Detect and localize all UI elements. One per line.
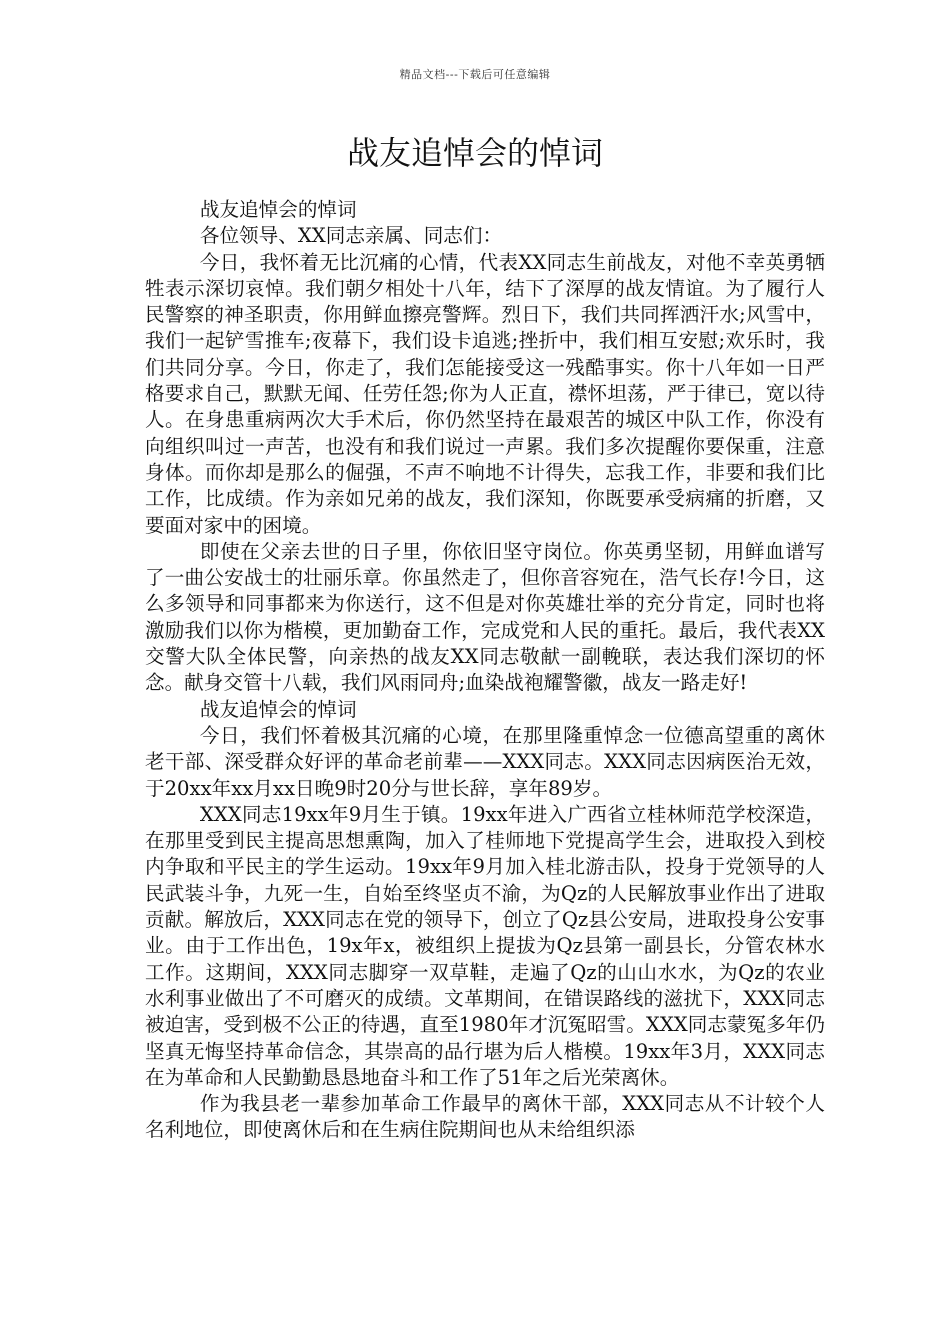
paragraph: 即使在父亲去世的日子里，你依旧坚守岗位。你英勇坚韧，用鲜血谱写了一曲公安战士的壮丽乐章。你虽然走了，但你音容宛在，浩气长存!今日，这么多领导和同事都来为你送行，这不但是对你英雄壮举的充分肯定，同时也将激励我们以你为楷模，更加勤奋工作，完成党和人民的重托。最后，我代表XX交警大队全体民警，向亲热的战友XX同志敬献一副輓联，表达我们深切的怀念。献身交管十八载，我们风雨同舟;血染战袍耀警徽，战友一路走好! (145, 539, 825, 695)
paragraph: 今日，我们怀着极其沉痛的心境，在那里隆重悼念一位德高望重的离休老干部、深受群众好评的革命老前辈——XXX同志。XXX同志因病医治无效，于20xx年xx月xx日晚9时20分与世长辞，享年89岁。 (145, 723, 825, 800)
paragraph: XXX同志19xx年9月生于镇。19xx年进入广西省立桂林师范学校深造，在那里受到民主提高思想熏陶，加入了桂师地下党提高学生会，进取投入到校内争取和平民主的学生运动。19xx年9月加入桂北游击队，投身于党领导的人民武装斗争，九死一生，自始至终坚贞不渝，为Qz的人民解放事业作出了进取贡献。解放后，XXX同志在党的领导下，创立了Qz县公安局，进取投身公安事业。由于工作出色，19x年x，被组织上提拔为Qz县第一副县长，分管农林水工作。这期间，XXX同志脚穿一双草鞋，走遍了Qz的山山水水，为Qz的农业水利事业做出了不可磨灭的成绩。文革期间，在错误路线的滋扰下，XXX同志被迫害，受到极不公正的待遇，直至1980年才沉冤昭雪。XXX同志蒙冤多年仍坚真无悔坚持革命信念，其崇高的品行堪为后人楷模。19xx年3月，XXX同志在为革命和人民勤勤恳恳地奋斗和工作了51年之后光荣离休。 (145, 802, 825, 1089)
paragraph-subtitle: 战友追悼会的悼词 (199, 697, 357, 721)
paragraph-subtitle: 战友追悼会的悼词 (199, 198, 357, 221)
page-header: 精品文档---下载后可任意编辑 (399, 68, 551, 81)
paragraph: 今日，我怀着无比沉痛的心情，代表XX同志生前战友，对他不幸英勇牺牲表示深切哀悼。我们朝夕相处十八年，结下了深厚的战友情谊。为了履行人民警察的神圣职责，你用鲜血擦亮警辉。烈日下，我们共同挥洒汗水;风雪中，我们一起铲雪推车;夜幕下，我们设卡追逃;挫折中，我们相互安慰;欢乐时，我们共同分享。今日，你走了，我们怎能接受这一残酷事实。你十八年如一日严格要求自己，默默无闻、任劳任怨;你为人正直，襟怀坦荡，严于律已，宽以待人。在身患重病两次大手术后，你仍然坚持在最艰苦的城区中队工作，你没有向组织叫过一声苦，也没有和我们说过一声累。我们多次提醒你要保重，注意身体。而你却是那么的倔强，不声不响地不计得失，忘我工作，非要和我们比工作，比成绩。作为亲如兄弟的战友，我们深知，你既要承受病痛的折磨，又要面对家中的困境。 (145, 250, 825, 537)
document-title: 战友追悼会的悼词 (346, 134, 603, 172)
paragraph-salutation: 各位领导、XX同志亲属、同志们： (199, 224, 503, 248)
paragraph: 作为我县老一辈参加革命工作最早的离休干部，XXX同志从不计较个人名利地位，即使离休后和在生病住院期间也从未给组织添 (145, 1092, 825, 1142)
document-body (145, 197, 825, 1144)
